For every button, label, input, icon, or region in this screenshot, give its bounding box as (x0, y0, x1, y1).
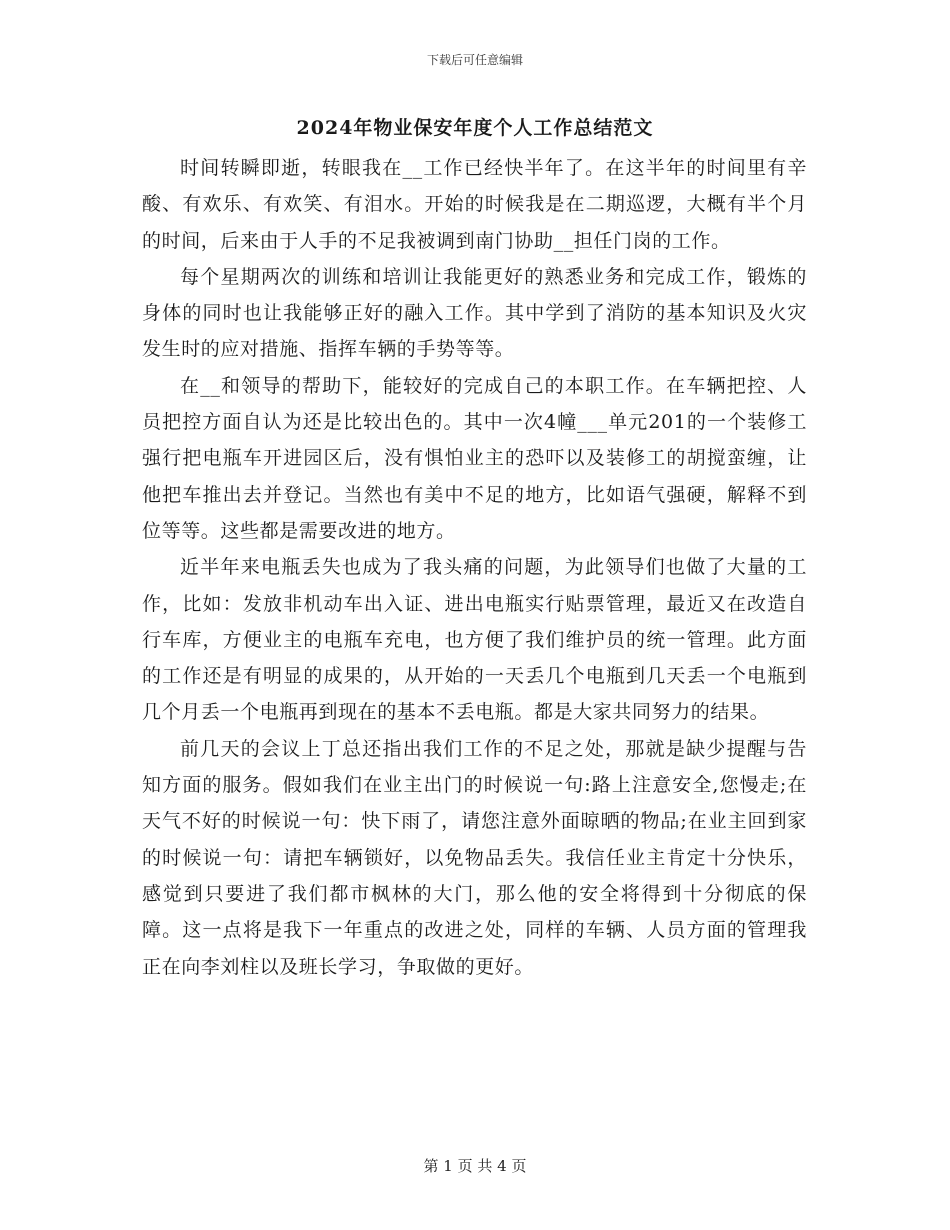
paragraph: 时间转瞬即逝，转眼我在__工作已经快半年了。在这半年的时间里有辛酸、有欢乐、有欢笑、有泪水。开始的时候我是在二期巡逻，大概有半个月的时间，后来由于人手的不足我被调到南门协助__担任门岗的工作。 (142, 157, 807, 252)
document-title: 2024年物业保安年度个人工作总结范文 (296, 117, 654, 139)
paragraph: 每个星期两次的训练和培训让我能更好的熟悉业务和完成工作，锻炼的身体的同时也让我能够正好的融入工作。其中学到了消防的基本知识及火灾发生时的应对措施、指挥车辆的手势等等。 (142, 265, 807, 361)
paragraph: 在__和领导的帮助下，能较好的完成自己的本职工作。在车辆把控、人员把控方面自认为还是比较出色的。其中一次4幢___单元201的一个装修工强行把电瓶车开进园区后，没有惧怕业主的恐吓以及装修工的胡搅蛮缠，让他把车推出去并登记。当然也有美中不足的地方，比如语气强硬，解释不到位等等。这些都是需要改进的地方。 (142, 374, 807, 542)
paragraph: 近半年来电瓶丢失也成为了我头痛的问题，为此领导们也做了大量的工作，比如：发放非机动车出入证、进出电瓶实行贴票管理，最近又在改造自行车库，方便业主的电瓶车充电，也方便了我们维护员的统一管理。此方面的工作还是有明显的成果的，从开始的一天丢几个电瓶到几天丢一个电瓶到几个月丢一个电瓶再到现在的基本不丢电瓶。都是大家共同努力的结果。 (142, 556, 807, 724)
paragraph: 前几天的会议上丁总还指出我们工作的不足之处，那就是缺少提醒与告知方面的服务。假如我们在业主出门的时候说一句:路上注意安全,您慢走;在天气不好的时候说一句：快下雨了，请您注意外面晾晒的物品;在业主回到家的时候说一句：请把车辆锁好，以免物品丢失。我信任业主肯定十分快乐，感觉到只要进了我们都市枫林的大门，那么他的安全将得到十分彻底的保障。这一点将是我下一年重点的改进之处，同样的车辆、人员方面的管理我正在向李刘柱以及班长学习，争取做的更好。 (142, 737, 807, 978)
page-number: 第 1 页 共 4 页 (423, 1157, 527, 1175)
document-body (142, 150, 807, 985)
header-note: 下载后可任意编辑 (426, 53, 523, 67)
